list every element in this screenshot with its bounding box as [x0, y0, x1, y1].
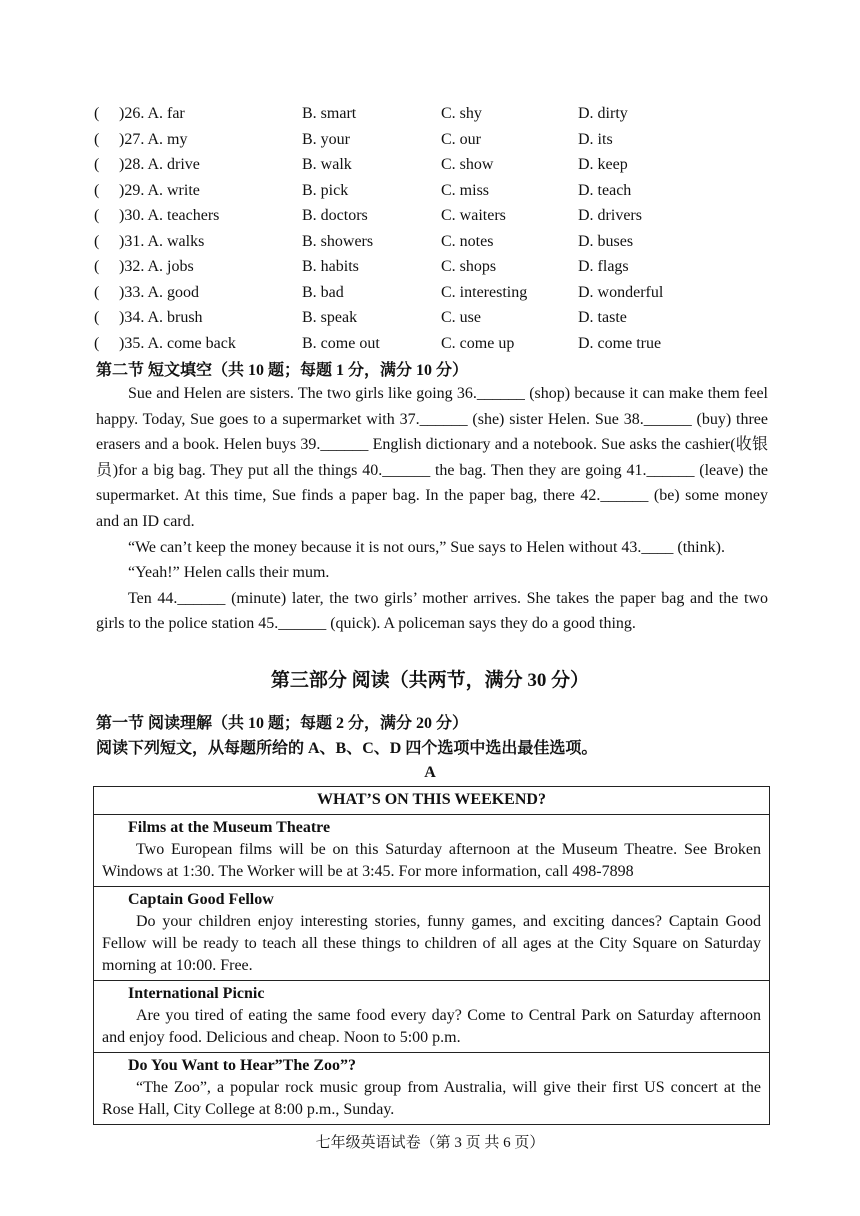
- option-b: B. come out: [302, 334, 380, 352]
- option-b: B. habits: [302, 258, 359, 275]
- event-heading: Films at the Museum Theatre: [128, 819, 331, 836]
- option-a: )31. A. walks: [119, 232, 205, 250]
- option-b: B. walk: [302, 156, 352, 173]
- option-d: D. keep: [578, 156, 628, 173]
- option-b: B. smart: [302, 105, 357, 122]
- option-a: )34. A. brush: [119, 309, 203, 326]
- option-c: C. come up: [441, 334, 515, 352]
- option-d: D. taste: [578, 309, 627, 326]
- option-d: D. dirty: [578, 105, 628, 122]
- section1-heading: 第一节 阅读理解（共 10 题；每题 2 分，满分 20 分）: [96, 715, 469, 732]
- option-d: D. come true: [578, 334, 662, 352]
- event-cell: [94, 887, 770, 981]
- option-row-26: [0, 101, 860, 126]
- event-heading: International Picnic: [128, 985, 265, 1002]
- option-b: B. bad: [302, 283, 344, 301]
- answer-blank: (: [94, 283, 100, 301]
- option-row-31: [0, 229, 860, 254]
- option-c: C. our: [441, 130, 481, 148]
- option-c: C. use: [441, 309, 481, 326]
- option-row-32: [0, 254, 860, 279]
- option-d: D. drivers: [578, 207, 642, 224]
- option-d: D. teach: [578, 181, 632, 199]
- event-cell: [94, 981, 770, 1053]
- event-body: Two European films will be on this Saturday afternoon at the Museum Theatre. See Broken Windows at 1:30. The Worker will be at 3:45. For more information, call 498-7898: [102, 841, 761, 880]
- answer-blank: (: [94, 309, 100, 326]
- option-b: B. speak: [302, 309, 358, 326]
- part3-title: 第三部分 阅读（共两节，满分 30 分）: [270, 670, 590, 691]
- option-row-30: [0, 203, 860, 228]
- event-heading: Captain Good Fellow: [128, 891, 274, 908]
- event-cell: [94, 815, 770, 887]
- event-body: Do your children enjoy interesting stories, funny games, and exciting dances? Captain Good Fellow will be ready to teach all these things to children of all ages at the City Square on Saturday morning at 10:00. Free.: [102, 913, 761, 974]
- option-b: B. pick: [302, 181, 349, 199]
- option-d: D. flags: [578, 258, 629, 275]
- events-table: [93, 786, 770, 1125]
- event-heading: Do You Want to Hear”The Zoo”?: [128, 1057, 357, 1074]
- cloze-passage: [96, 381, 768, 637]
- reading-instruction: 阅读下列短文，从每题所给的 A、B、C、D 四个选项中选出最佳选项。: [96, 740, 598, 757]
- option-a: )32. A. jobs: [119, 258, 194, 275]
- answer-blank: (: [94, 130, 100, 148]
- option-c: C. shops: [441, 258, 497, 275]
- option-c: C. interesting: [441, 283, 528, 301]
- table-title: WHAT’S ON THIS WEEKEND?: [94, 787, 770, 815]
- passage-letter: A: [424, 764, 436, 781]
- option-d: D. its: [578, 130, 613, 148]
- answer-blank: (: [94, 334, 100, 352]
- option-row-35: [0, 331, 860, 356]
- option-a: )33. A. good: [119, 283, 199, 301]
- option-a: )26. A. far: [119, 105, 185, 122]
- answer-blank: (: [94, 105, 100, 122]
- option-b: B. doctors: [302, 207, 368, 224]
- option-row-28: [0, 152, 860, 177]
- option-d: D. buses: [578, 232, 634, 250]
- option-row-27: [0, 127, 860, 152]
- option-c: C. miss: [441, 181, 490, 199]
- event-cell: [94, 1053, 770, 1125]
- cloze-paragraph: Ten 44.______ (minute) later, the two girls’ mother arrives. She takes the paper bag and the two girls to the police station 45.______ (quick). A policeman says they do a good thing.: [96, 589, 768, 633]
- page-footer: 七年级英语试卷（第 3 页 共 6 页）: [315, 1135, 545, 1151]
- option-a: )28. A. drive: [119, 156, 200, 173]
- answer-blank: (: [94, 156, 100, 173]
- event-body: Are you tired of eating the same food every day? Come to Central Park on Saturday afternoon and enjoy food. Delicious and cheap. Noon to 5:00 p.m.: [102, 1007, 761, 1046]
- event-body: “The Zoo”, a popular rock music group from Australia, will give their first US concert at the Rose Hall, City College at 8:00 p.m., Sunday.: [102, 1079, 761, 1118]
- option-b: B. your: [302, 130, 350, 148]
- option-a: )35. A. come back: [119, 334, 236, 352]
- option-row-34: [0, 305, 860, 330]
- option-a: )30. A. teachers: [119, 207, 220, 224]
- option-a: )29. A. write: [119, 181, 200, 199]
- answer-blank: (: [94, 207, 100, 224]
- option-c: C. notes: [441, 232, 494, 250]
- option-row-33: [0, 280, 860, 305]
- option-c: C. shy: [441, 105, 482, 122]
- option-b: B. showers: [302, 232, 374, 250]
- cloze-paragraph: “We can’t keep the money because it is not ours,” Sue says to Helen without 43.____ (think).: [128, 538, 725, 556]
- answer-blank: (: [94, 232, 100, 250]
- answer-blank: (: [94, 258, 100, 275]
- option-row-29: [0, 178, 860, 203]
- option-d: D. wonderful: [578, 283, 664, 301]
- option-a: )27. A. my: [119, 130, 188, 148]
- cloze-paragraph: Sue and Helen are sisters. The two girls like going 36.______ (shop) because it can make them feel happy. Today, Sue goes to a supermarket with 37.______ (she) sister Helen. Sue 38.______ (buy) three erasers and a book. Helen buys 39.______ English dictionary and a notebook. Sue asks the cashier(收银员)for a big bag. They put all the things 40.______ the bag. Then they are going 41.______ (leave) the supermarket. At this time, Sue finds a paper bag. In the paper bag, there 42.______ (be) some money and an ID card.: [96, 385, 768, 530]
- answer-blank: (: [94, 181, 100, 199]
- option-c: C. waiters: [441, 207, 506, 224]
- cloze-paragraph: “Yeah!” Helen calls their mum.: [128, 564, 330, 582]
- option-c: C. show: [441, 156, 494, 173]
- section2-heading: 第二节 短文填空（共 10 题；每题 1 分，满分 10 分）: [96, 362, 469, 379]
